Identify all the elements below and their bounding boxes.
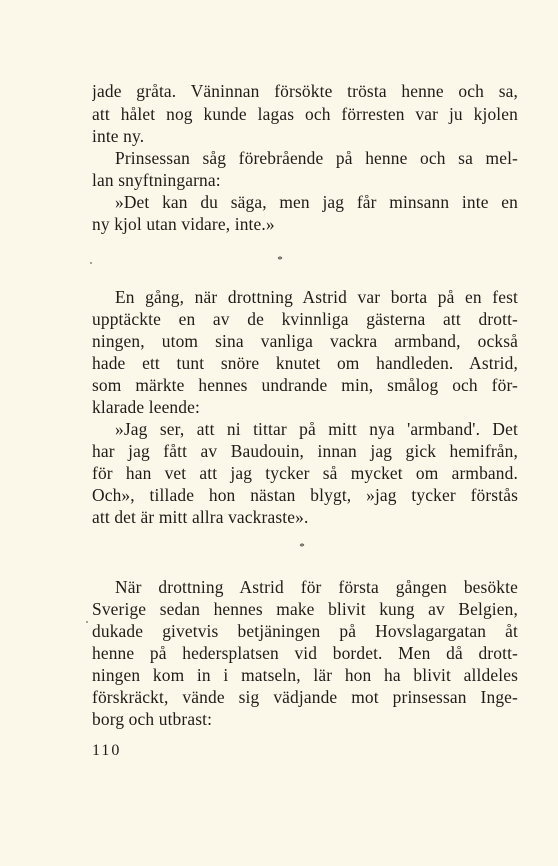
text-line: inte ny. bbox=[92, 126, 145, 146]
paragraph-start-line: »Det kan du säga, men jag får minsann inte en bbox=[115, 192, 518, 212]
text-line: Och», tillade hon nästan blygt, »jag tycker förstås bbox=[92, 485, 518, 505]
text-line: borg och utbrast: bbox=[92, 709, 213, 729]
text-line: lan snyftningarna: bbox=[92, 170, 221, 190]
paragraph-start-line: När drottning Astrid för första gången besökte bbox=[115, 577, 518, 597]
text-line: förskräckt, vände sig vädjande mot prinsessan Inge- bbox=[92, 687, 518, 707]
print-speck bbox=[86, 621, 88, 623]
text-line: upptäckte en av de kvinnliga gästerna att drott- bbox=[92, 309, 518, 329]
text-line: hade ett tunt snöre knutet om handleden. Astrid, bbox=[92, 353, 518, 373]
print-speck bbox=[90, 262, 92, 264]
text-line: jade gråta. Väninnan försökte trösta henne och sa, bbox=[92, 81, 518, 101]
text-line: för han vet att jag tycker så mycket om armband. bbox=[92, 463, 518, 483]
text-line: att det är mitt allra vackraste». bbox=[92, 507, 309, 527]
section-divider-star: * bbox=[277, 254, 283, 266]
text-line: klarade leende: bbox=[92, 397, 200, 417]
paragraph-start-line: »Jag ser, att ni tittar på mitt nya 'armband'. Det bbox=[115, 419, 518, 439]
text-line: ningen, utom sina vanliga vackra armband, också bbox=[92, 331, 518, 351]
page-number: 110 bbox=[92, 742, 122, 759]
text-line: ny kjol utan vidare, inte.» bbox=[92, 214, 275, 234]
text-line: dukade givetvis betjäningen på Hovslagargatan åt bbox=[92, 621, 518, 641]
paragraph-start-line: En gång, när drottning Astrid var borta på en fest bbox=[115, 287, 518, 307]
text-line: Sverige sedan hennes make blivit kung av Belgien, bbox=[92, 599, 518, 619]
text-line: att hålet nog kunde lagas och förresten var ju kjolen bbox=[92, 104, 518, 124]
text-line: ningen kom in i matseln, lär hon ha blivit alldeles bbox=[92, 665, 518, 685]
section-divider-star: * bbox=[299, 541, 305, 553]
text-line: har jag fått av Baudouin, innan jag gick hemifrån, bbox=[92, 441, 518, 461]
text-line: henne på hedersplatsen vid bordet. Men då drott- bbox=[92, 643, 518, 663]
text-line: som märkte hennes undrande min, smålog och för- bbox=[92, 375, 518, 395]
paragraph-start-line: Prinsessan såg förebrående på henne och sa mel- bbox=[115, 148, 518, 168]
